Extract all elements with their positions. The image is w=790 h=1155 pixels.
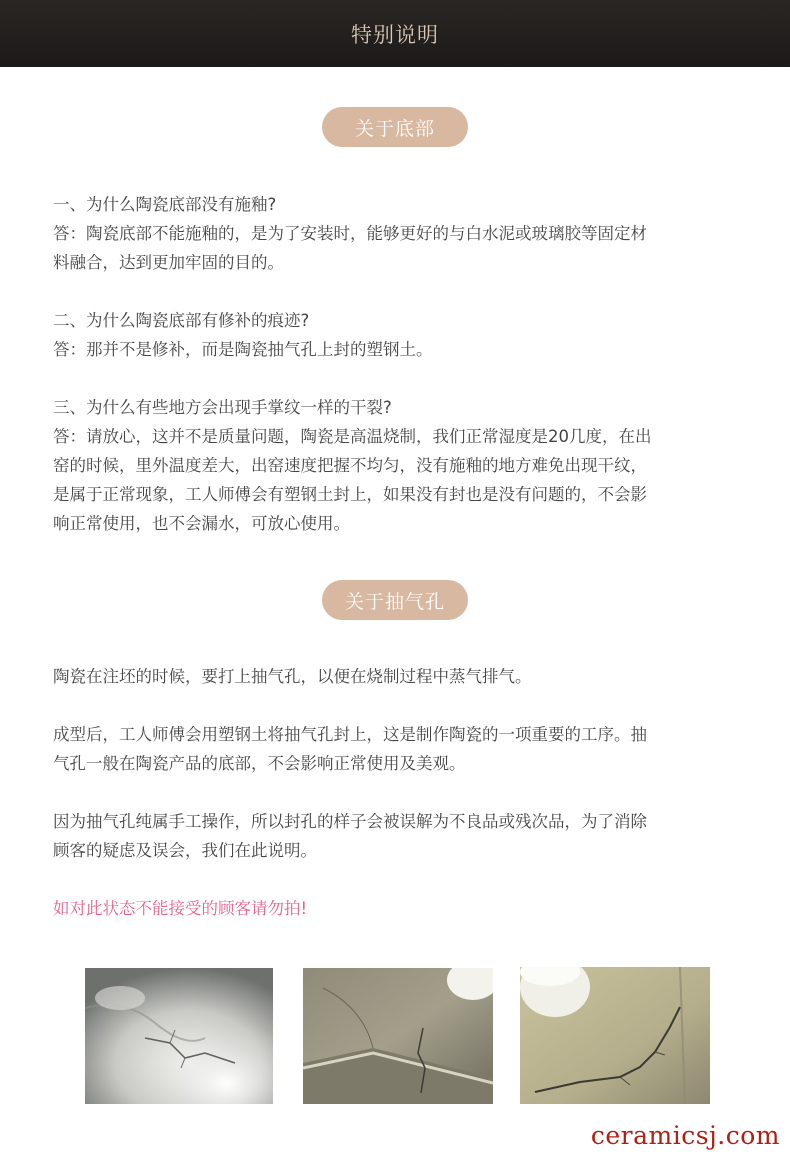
vent-paragraph-3-line-2: 顾客的疑虑及误会，我们在此说明。 bbox=[53, 841, 317, 860]
photo-glaze-crack bbox=[85, 968, 273, 1104]
header-bar bbox=[0, 0, 790, 67]
vent-paragraph-1: 陶瓷在注坯的时候，要打上抽气孔，以便在烧制过程中蒸气排气。 bbox=[53, 667, 532, 686]
faq-answer-1-line-2: 料融合，达到更加牢固的目的。 bbox=[53, 253, 284, 272]
spacer bbox=[53, 691, 738, 720]
vent-paragraph-2-line-2: 气孔一般在陶瓷产品的底部，不会影响正常使用及美观。 bbox=[53, 754, 466, 773]
warning-notice: 如对此状态不能接受的顾客请勿拍! bbox=[53, 899, 308, 918]
spacer bbox=[53, 364, 738, 393]
section-pill-bottom: 关于底部 bbox=[322, 107, 468, 147]
watermark-logo: ceramicsj.com bbox=[590, 1121, 780, 1150]
faq-question-2: 二、为什么陶瓷底部有修补的痕迹? bbox=[53, 311, 310, 330]
faq-answer-3-line-1: 答：请放心，这并不是质量问题，陶瓷是高温烧制，我们正常湿度是20几度，在出 bbox=[53, 427, 652, 446]
faq-answer-2: 答：那并不是修补，而是陶瓷抽气孔上封的塑钢土。 bbox=[53, 340, 433, 359]
vent-paragraph-3-line-1: 因为抽气孔纯属手工操作，所以封孔的样子会被误解为不良品或残次品，为了消除 bbox=[53, 812, 647, 831]
photo-unglazed-base bbox=[303, 968, 493, 1104]
section-pill-vent: 关于抽气孔 bbox=[322, 580, 468, 620]
faq-answer-3-line-2: 窑的时候，里外温度差大，出窑速度把握不均匀，没有施釉的地方难免出现干纹， bbox=[53, 456, 647, 475]
spacer bbox=[53, 778, 738, 807]
faq-question-3: 三、为什么有些地方会出现手掌纹一样的干裂? bbox=[53, 398, 392, 417]
page-title: 特别说明 bbox=[351, 22, 439, 47]
bottom-faq-block bbox=[53, 190, 738, 538]
faq-question-1: 一、为什么陶瓷底部没有施釉? bbox=[53, 195, 277, 214]
photo-dry-crack bbox=[520, 967, 710, 1104]
faq-answer-3-line-4: 响正常使用，也不会漏水，可放心使用。 bbox=[53, 514, 350, 533]
photo-strip bbox=[0, 967, 790, 1107]
faq-answer-3-line-3: 是属于正常现象，工人师傅会有塑钢土封上，如果没有封也是没有问题的，不会影 bbox=[53, 485, 647, 504]
spacer bbox=[53, 865, 738, 894]
vent-paragraph-2-line-1: 成型后，工人师傅会用塑钢土将抽气孔封上，这是制作陶瓷的一项重要的工序。抽 bbox=[53, 725, 647, 744]
spacer bbox=[53, 277, 738, 306]
vent-info-block bbox=[53, 662, 738, 923]
faq-answer-1-line-1: 答：陶瓷底部不能施釉的，是为了安装时，能够更好的与白水泥或玻璃胶等固定材 bbox=[53, 224, 647, 243]
